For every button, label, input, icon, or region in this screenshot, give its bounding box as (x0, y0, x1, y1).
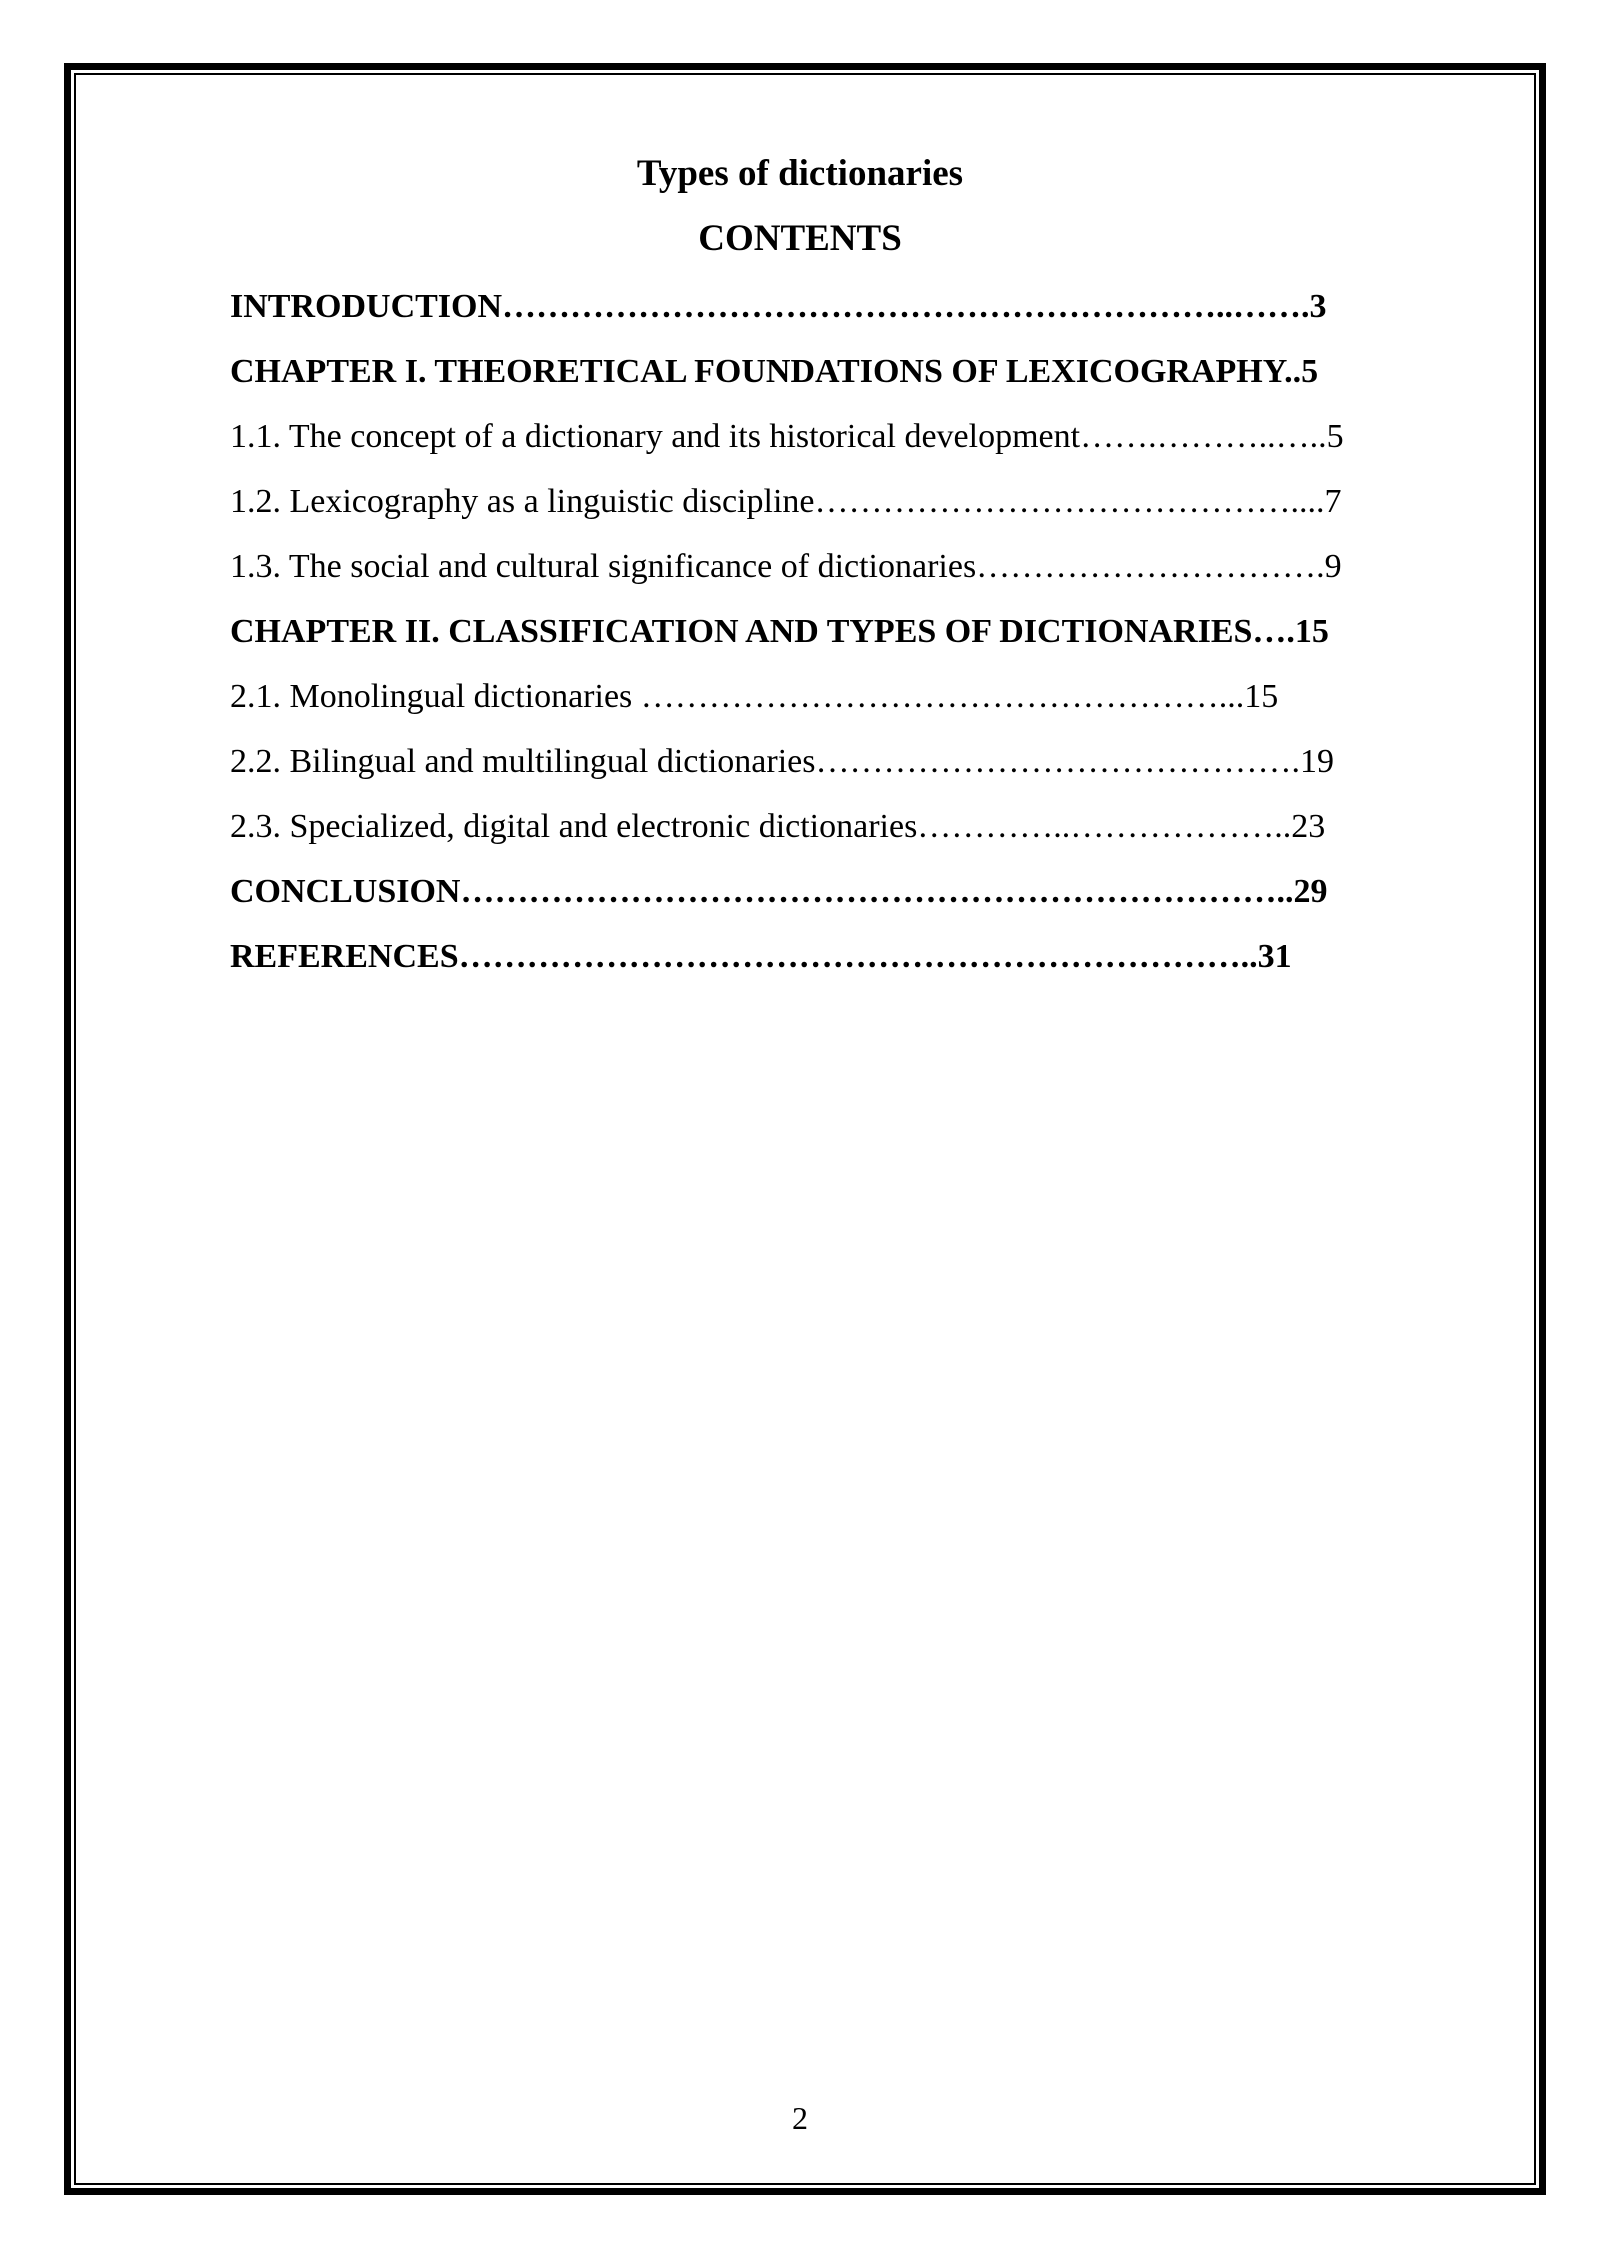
toc-entry-1-2: 1.2. Lexicography as a linguistic discipline……………………………………....7 (230, 483, 1342, 520)
toc-entry-introduction: INTRODUCTION………………………………………………………..…….3 (230, 288, 1327, 325)
toc-entry-1-1: 1.1. The concept of a dictionary and its historical development…….………..…..5 (230, 418, 1344, 455)
toc-entry-2-3: 2.3. Specialized, digital and electronic dictionaries…………..………………..23 (230, 808, 1326, 845)
toc-entry-chapter-2: CHAPTER II. CLASSIFICATION AND TYPES OF DICTIONARIES….15 (230, 613, 1329, 650)
toc-entry-2-1: 2.1. Monolingual dictionaries ……………………………………………...15 (230, 678, 1279, 715)
contents-heading: CONTENTS (698, 218, 902, 259)
document-title: Types of dictionaries (636, 153, 964, 194)
toc-entry-2-2: 2.2. Bilingual and multilingual dictionaries…………………………………….19 (230, 743, 1334, 780)
toc-entry-conclusion: CONCLUSION………………………………………………………………..29 (230, 873, 1328, 910)
toc-entry-1-3: 1.3. The social and cultural significance of dictionaries………………………….9 (230, 548, 1342, 585)
table-of-contents (230, 282, 1452, 997)
page-number: 2 (792, 2100, 808, 2136)
toc-entry-chapter-1: CHAPTER I. THEORETICAL FOUNDATIONS OF LEXICOGRAPHY..5 (230, 353, 1319, 390)
toc-entry-references: REFERENCES……………………………………………………………..31 (230, 938, 1292, 975)
